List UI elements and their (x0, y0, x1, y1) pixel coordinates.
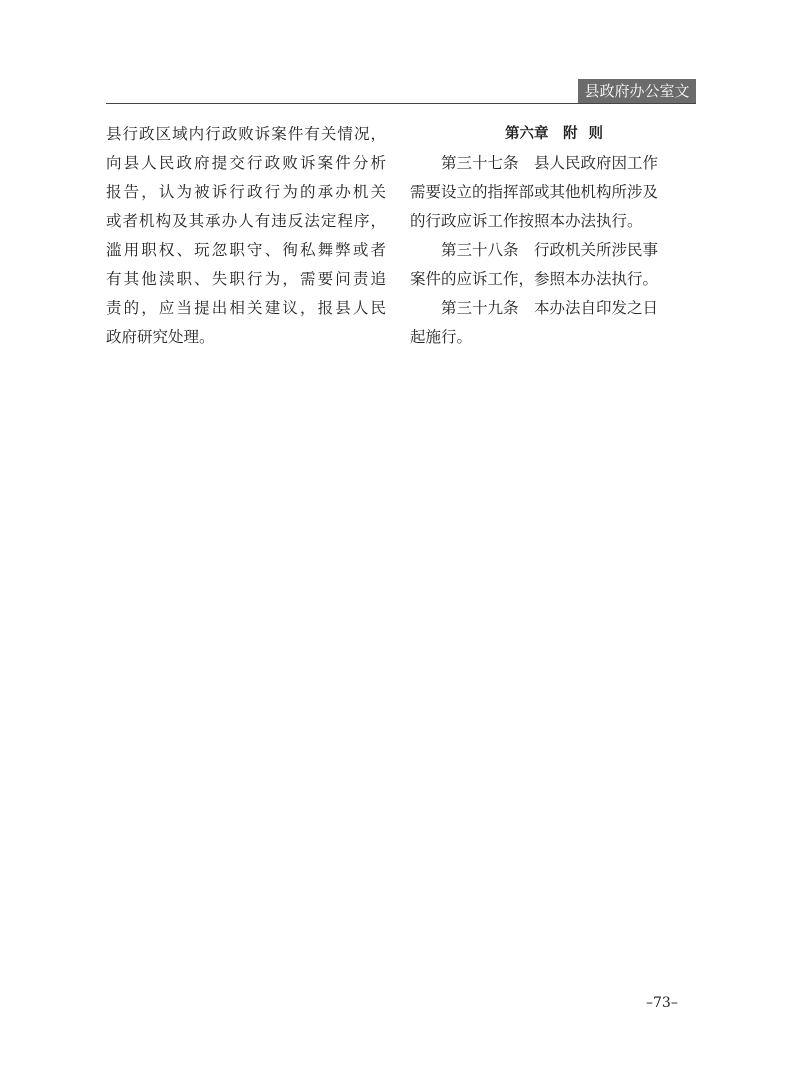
article-line: 的行政应诉工作按照本办法执行。 (410, 212, 643, 230)
paragraph-line: 责的，应当提出相关建议，报县人民 (106, 299, 386, 317)
article-line: 起施行。 (410, 328, 473, 346)
document-category-badge: 县政府办公室文件 (578, 79, 696, 103)
paragraph-line: 向县人民政府提交行政败诉案件分析 (106, 154, 386, 172)
article-line: 第三十九条 本办法自印发之日 (441, 299, 659, 317)
paragraph-line: 或者机构及其承办人有违反法定程序， (106, 212, 386, 230)
paragraph-line: 滥用职权、玩忽职守、徇私舞弊或者 (106, 241, 386, 259)
article-line: 第三十八条 行政机关所涉民事 (441, 241, 659, 259)
paragraph-line: 有其他渎职、失职行为，需要问责追 (106, 270, 386, 288)
paragraph-line: 县行政区域内行政败诉案件有关情况， (106, 125, 386, 143)
paragraph-line: 报告，认为被诉行政行为的承办机关 (106, 183, 386, 201)
article-38 (410, 236, 698, 294)
right-column (410, 120, 698, 352)
chapter-title: 第六章 附 则 (504, 126, 604, 142)
article-37 (410, 149, 698, 236)
page-number: –73– (646, 995, 678, 1011)
article-39 (410, 294, 698, 352)
article-line: 案件的应诉工作，参照本办法执行。 (410, 270, 659, 288)
header-rule (106, 103, 696, 104)
paragraph-line: 政府研究处理。 (106, 328, 215, 346)
article-line: 需要设立的指挥部或其他机构所涉及 (410, 183, 659, 201)
article-line: 第三十七条 县人民政府因工作 (441, 154, 659, 172)
left-column (106, 120, 386, 352)
